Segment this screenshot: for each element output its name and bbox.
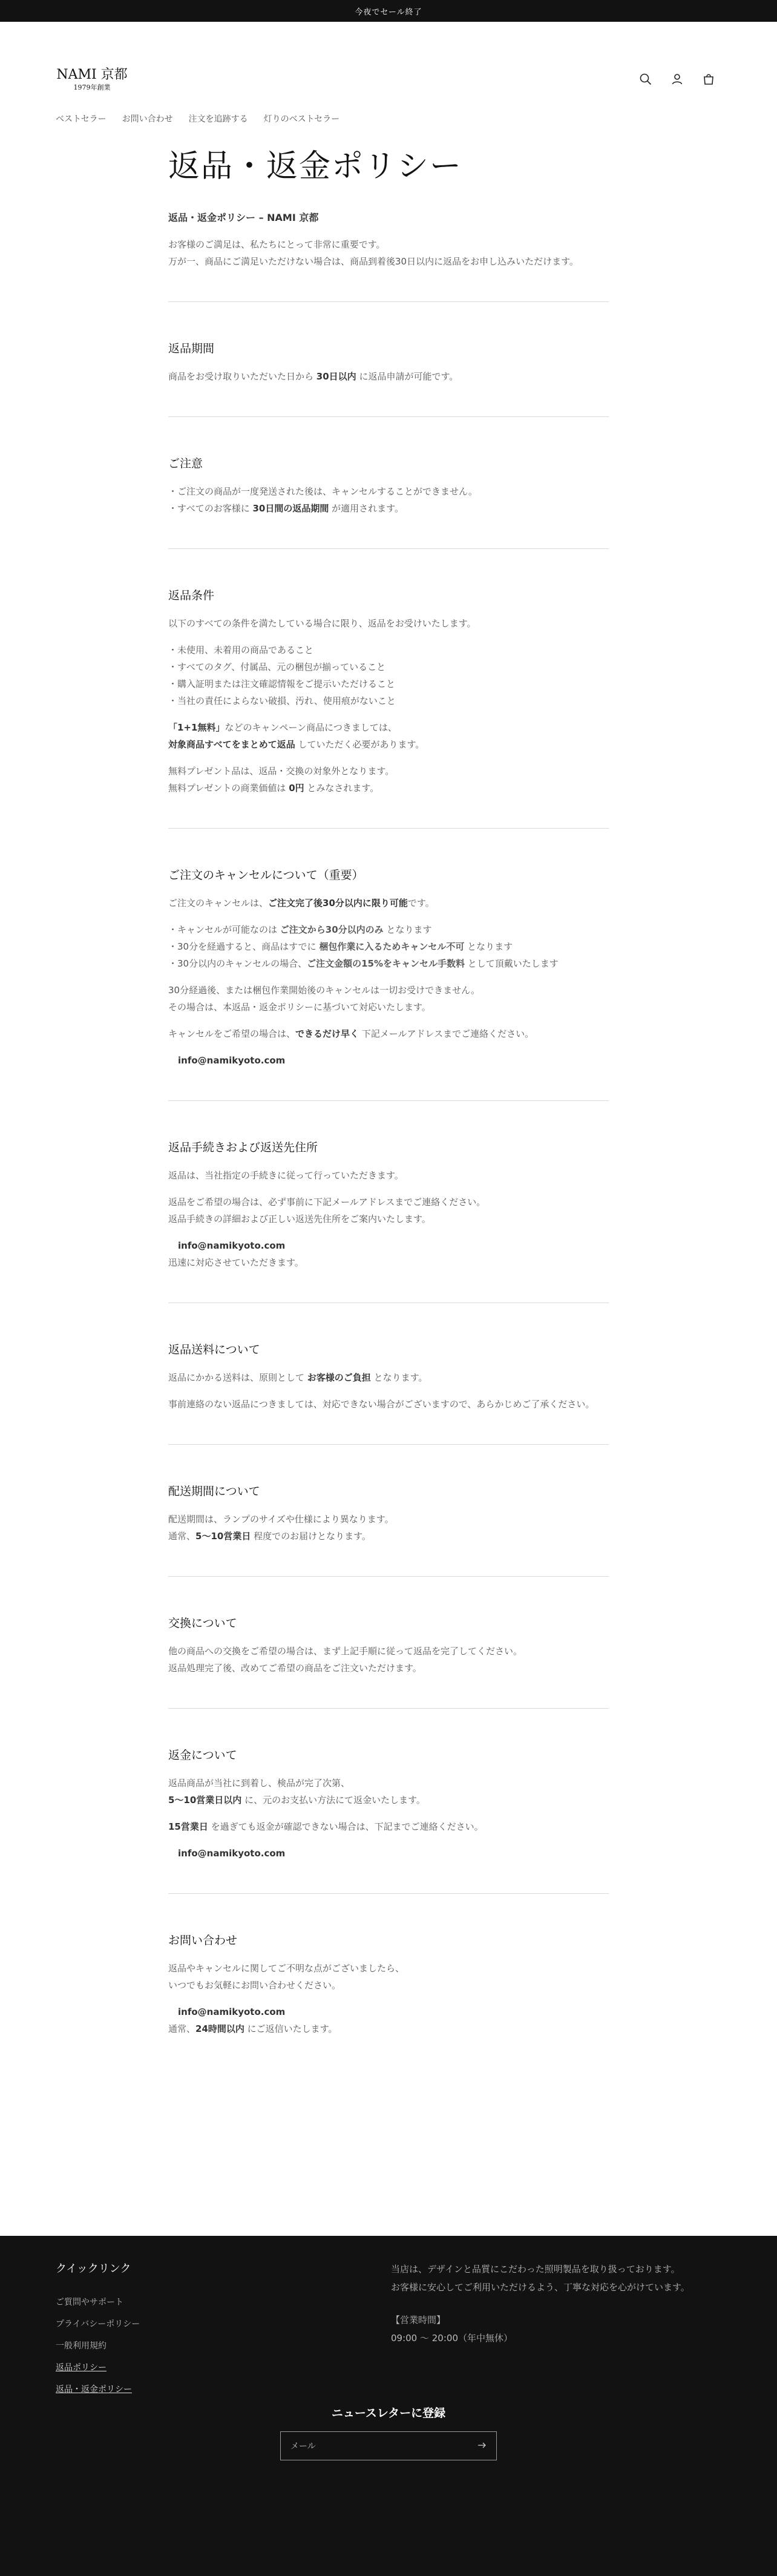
- list-item: ・未使用、未着用の商品であること: [168, 645, 314, 656]
- divider: [168, 1576, 609, 1577]
- hours-text: 09:00 〜 20:00（年中無休）: [391, 2333, 513, 2344]
- quick-links: [56, 2260, 140, 2400]
- email-placeholder: メール: [290, 2442, 316, 2451]
- section-title-contact: お問い合わせ: [168, 1934, 238, 1947]
- logo[interactable]: [56, 67, 128, 92]
- divider: [168, 1708, 609, 1709]
- procedure-detail: 返品をご希望の場合は、必ず事前に下記メールアドレスまでご連絡ください。 返品手続きの詳細および正しい返送先住所をご案内いたします。: [168, 1197, 486, 1224]
- contact-text: 返品やキャンセルに関してご不明な点がございましたら、 いつでもお気軽にお問い合わせください。: [168, 1963, 405, 1991]
- gift-text: 無料プレゼント品は、返品・交換の対象外となります。 無料プレゼントの商業価値は 0円 とみなされます。: [168, 766, 395, 794]
- section-title-conditions: 返品条件: [168, 589, 215, 602]
- section-title-cancel: ご注文のキャンセルについて（重要）: [168, 869, 364, 882]
- divider: [168, 548, 609, 549]
- cancel-text: 30分経過後、または梱包作業開始後のキャンセルは一切お受けできません。 その場合は、本返品・返金ポリシーに基づいて対応いたします。: [168, 985, 480, 1013]
- announcement-bar: [0, 0, 777, 22]
- cancel-contact: キャンセルをご希望の場合は、できるだけ早く 下記メールアドレスまでご連絡ください。: [168, 1028, 534, 1039]
- quick-links-title: クイックリンク: [56, 2262, 131, 2275]
- email-link[interactable]: info@namikyoto.com: [178, 1848, 286, 1859]
- cart-icon[interactable]: [702, 73, 715, 86]
- exchange-text: 他の商品への交換をご希望の場合は、まず上記手順に従って返品を完了してください。 返品処理完了後、改めてご希望の商品をご注文いただけます。: [168, 1646, 523, 1674]
- intro-text: お客様のご満足は、私たちにとって非常に重要です。 万が一、商品にご満足いただけない場合は、商品到着後30日以内に返品をお申し込みいただけます。: [168, 239, 579, 267]
- list-item: ・購入証明または注文確認情報をご提示いただけること: [168, 678, 396, 689]
- logo-name: NAMI 京都: [56, 67, 128, 82]
- divider: [168, 1444, 609, 1445]
- list-item: ・キャンセルが可能なのは ご注文から30分以内のみ となります: [168, 924, 432, 935]
- email-link[interactable]: info@namikyoto.com: [178, 1055, 286, 1066]
- footer-link-returns[interactable]: 返品ポリシー: [56, 2363, 107, 2373]
- footer-link-support[interactable]: ご質問やサポート: [56, 2298, 123, 2307]
- page-title: 返品・返金ポリシー: [168, 148, 463, 185]
- refund-note: 15営業日 を過ぎても返金が確認できない場合は、下記までご連絡ください。: [168, 1821, 484, 1832]
- policy-content: [168, 140, 609, 2047]
- email-link[interactable]: info@namikyoto.com: [178, 2006, 286, 2017]
- header-icons: [639, 73, 715, 86]
- intro-title: 返品・返金ポリシー – NAMI 京都: [168, 212, 319, 223]
- section-title-notice: ご注意: [168, 457, 203, 470]
- divider: [168, 1893, 609, 1894]
- shipping-text: 返品にかかる送料は、原則として お客様のご負担 となります。: [168, 1372, 428, 1383]
- announcement-text: 今夜でセール終了: [355, 7, 422, 17]
- list-item: ・30分以内のキャンセルの場合、ご注文金額の15%をキャンセル手数料 として頂戴いたします: [168, 958, 559, 969]
- campaign-text: 「1+1無料」などのキャンペーン商品につきましては、 対象商品すべてをまとめて返品 していただく必要があります。: [168, 722, 425, 750]
- divider: [168, 828, 609, 829]
- notice-text: ・ご注文の商品が一度発送された後は、キャンセルすることができません。 ・すべてのお客様に 30日間の返品期間 が適用されます。: [168, 486, 477, 514]
- shipping-note: 事前連絡のない返品につきましては、対応できない場合がございますので、あらかじめご了承ください。: [168, 1399, 595, 1410]
- nav-item-bestsellers[interactable]: ベストセラー: [56, 114, 107, 124]
- about-line: 当店は、デザインと品質にこだわった照明製品を取り扱っております。: [391, 2264, 680, 2275]
- site-footer: [0, 2236, 777, 2576]
- section-title-shipping: 返品送料について: [168, 1343, 260, 1356]
- footer-link-privacy[interactable]: プライバシーポリシー: [56, 2319, 140, 2329]
- about-line: お客様に安心してご利用いただけるよう、丁寧な対応を心がけています。: [391, 2282, 690, 2293]
- section-title-exchange: 交換について: [168, 1617, 237, 1630]
- divider: [168, 416, 609, 417]
- list-item: ・当社の責任によらない破損、汚れ、使用痕がないこと: [168, 695, 396, 706]
- conditions-list: [168, 642, 609, 709]
- search-icon[interactable]: [639, 73, 652, 86]
- footer-link-refund-policy[interactable]: 返品・返金ポリシー: [56, 2385, 132, 2394]
- hours-title: 【営業時間】: [391, 2315, 446, 2325]
- cancel-lead: ご注文のキャンセルは、ご注文完了後30分以内に限り可能です。: [168, 898, 434, 908]
- nav-item-lamp-bestsellers[interactable]: 灯りのベストセラー: [263, 114, 340, 124]
- section-title-period: 返品期間: [168, 342, 215, 355]
- site-header: [0, 22, 777, 124]
- nav-item-contact[interactable]: お問い合わせ: [122, 114, 173, 124]
- main-nav: [56, 113, 339, 125]
- period-text: 商品をお受け取りいただいた日から 30日以内 に返品申請が可能です。: [168, 371, 459, 382]
- procedure-text: 返品は、当社指定の手続きに従って行っていただきます。: [168, 1170, 404, 1181]
- list-item: ・すべてのタグ、付属品、元の梱包が揃っていること: [168, 662, 386, 672]
- list-item: ・30分を経過すると、商品はすでに 梱包作業に入るためキャンセル不可 となります: [168, 941, 513, 952]
- cancel-list: [168, 921, 609, 972]
- newsletter-email-field[interactable]: [280, 2431, 497, 2460]
- refund-text: 返品商品が当社に到着し、検品が完了次第、 5〜10営業日以内 に、元のお支払い方法にて返金いたします。: [168, 1778, 425, 1806]
- email-link[interactable]: info@namikyoto.com: [178, 1240, 286, 1251]
- account-icon[interactable]: [670, 73, 684, 86]
- newsletter-title: ニュースレターに登録: [331, 2407, 446, 2420]
- logo-tagline: 1979年創業: [73, 84, 111, 91]
- arrow-right-icon[interactable]: [478, 2441, 487, 2451]
- nav-item-track-order[interactable]: 注文を追跡する: [188, 114, 248, 124]
- section-title-procedure: 返品手続きおよび返送先住所: [168, 1141, 318, 1154]
- divider: [168, 1100, 609, 1101]
- section-title-refund: 返金について: [168, 1749, 237, 1762]
- footer-link-terms[interactable]: 一般利用規約: [56, 2341, 107, 2351]
- section-title-delivery: 配送期間について: [168, 1485, 260, 1498]
- procedure-note: 迅速に対応させていただきます。: [168, 1257, 304, 1268]
- conditions-lead: 以下のすべての条件を満たしている場合に限り、返品をお受けいたします。: [168, 618, 476, 629]
- delivery-text: 配送期間は、ランプのサイズや仕様により異なります。 通常、5〜10営業日 程度でのお届けとなります。: [168, 1514, 394, 1542]
- contact-note: 通常、24時間以内 にご返信いたします。: [168, 2023, 338, 2034]
- divider: [168, 301, 609, 302]
- footer-about: [391, 2260, 690, 2347]
- newsletter: [0, 2404, 777, 2460]
